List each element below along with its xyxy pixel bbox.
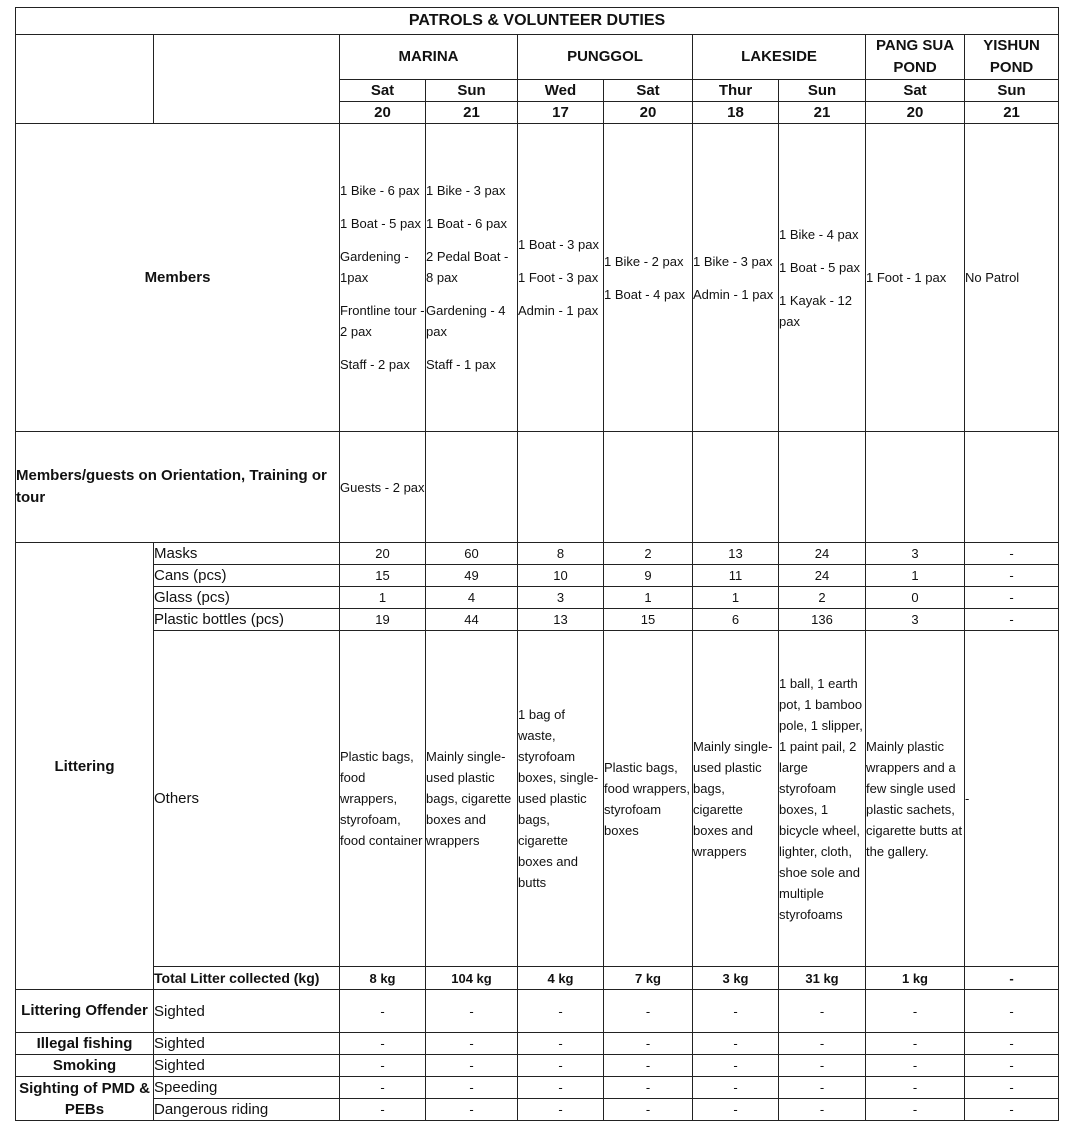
pmd-sub-label: Speeding	[154, 1077, 340, 1099]
littering-value: 3	[518, 587, 604, 609]
location-header: LAKESIDE	[693, 35, 866, 80]
line-gap	[426, 342, 517, 354]
entry-text: 1 Bike - 3 pax	[693, 253, 773, 269]
pmd-value: -	[779, 1077, 866, 1099]
corner-cell-1	[16, 35, 154, 124]
littering-value: 0	[866, 587, 965, 609]
date-header: 21	[965, 102, 1059, 124]
littering-row	[16, 609, 1059, 631]
members-cell	[340, 124, 426, 432]
entry-text: Frontline tour - 2 pax	[340, 303, 425, 339]
location-header: PANG SUA POND	[866, 35, 965, 80]
pmd-sub-label: Dangerous riding	[154, 1099, 340, 1121]
pmd-value: -	[779, 1099, 866, 1121]
pmd-value: -	[518, 1077, 604, 1099]
pmd-value: -	[693, 1099, 779, 1121]
pmd-value: -	[340, 1099, 426, 1121]
littering-value: -	[965, 543, 1059, 565]
others-row	[16, 631, 1059, 967]
orientation-label: Members/guests on Orientation, Training or tour	[16, 432, 340, 543]
line-gap	[426, 234, 517, 246]
littering-value: 15	[604, 609, 693, 631]
entry-text: 1 Bike - 6 pax	[340, 183, 420, 198]
offence-value: -	[693, 1055, 779, 1077]
pmd-value: -	[604, 1099, 693, 1121]
day-header: Sun	[426, 80, 518, 102]
littering-value: 3	[866, 609, 965, 631]
offence-value: -	[426, 1055, 518, 1077]
total-label: Total Litter collected (kg)	[154, 967, 340, 990]
patrols-table	[15, 7, 1059, 1121]
date-header: 20	[340, 102, 426, 124]
offence-value: -	[426, 1033, 518, 1055]
offence-value: -	[779, 1033, 866, 1055]
offence-value: -	[340, 1033, 426, 1055]
offence-value: -	[779, 990, 866, 1033]
offence-value: -	[965, 1055, 1059, 1077]
entry-text: 1 Kayak - 12 pax	[779, 292, 852, 329]
line-gap	[340, 288, 425, 300]
littering-item-label: Cans (pcs)	[154, 565, 340, 587]
total-value: 3 kg	[693, 967, 779, 990]
littering-row	[16, 587, 1059, 609]
members-cell	[518, 124, 604, 432]
orientation-cell	[518, 432, 604, 543]
littering-row	[16, 543, 1059, 565]
date-header: 21	[426, 102, 518, 124]
pmd-value: -	[965, 1077, 1059, 1099]
orientation-cell	[604, 432, 693, 543]
offence-value: -	[604, 1055, 693, 1077]
date-header: 21	[779, 102, 866, 124]
entry-text: Staff - 1 pax	[426, 357, 496, 372]
pmd-value: -	[965, 1099, 1059, 1121]
offence-label: Smoking	[16, 1055, 154, 1077]
line-gap	[604, 272, 692, 284]
members-cell	[604, 124, 693, 432]
littering-value: 60	[426, 543, 518, 565]
offence-value: -	[779, 1055, 866, 1077]
line-gap	[779, 278, 865, 290]
orientation-cell	[965, 432, 1059, 543]
corner-cell-2	[154, 35, 340, 124]
offence-value: -	[866, 1055, 965, 1077]
entry-text: Admin - 1 pax	[518, 303, 599, 318]
littering-value: 1	[866, 565, 965, 587]
members-cell	[779, 124, 866, 432]
others-value: 1 bag of waste, styrofoam boxes, single-used plastic bags, cigarette boxes and butts	[518, 631, 604, 967]
offence-value: -	[965, 990, 1059, 1033]
entry-text: Gardening - 4 pax	[426, 303, 506, 339]
littering-value: 136	[779, 609, 866, 631]
littering-value: 13	[518, 609, 604, 631]
total-value: -	[965, 967, 1059, 990]
location-header: MARINA	[340, 35, 518, 80]
entry-text: 1 Foot - 1 pax	[866, 270, 947, 285]
littering-label: Littering	[16, 543, 154, 990]
date-header: 17	[518, 102, 604, 124]
members-label: Members	[16, 124, 340, 432]
littering-value: 1	[604, 587, 693, 609]
littering-value: 19	[340, 609, 426, 631]
others-value: Mainly plastic wrappers and a few single used plastic sachets, cigarette butts at the gallery.	[866, 631, 965, 967]
members-cell	[426, 124, 518, 432]
offence-row	[16, 990, 1059, 1033]
offence-value: -	[518, 1055, 604, 1077]
others-value: Plastic bags, food wrappers, styrofoam, food container	[340, 631, 426, 967]
entry-text: Staff - 2 pax	[340, 357, 410, 372]
location-header: PUNGGOL	[518, 35, 693, 80]
pmd-value: -	[518, 1099, 604, 1121]
day-header: Sun	[779, 80, 866, 102]
total-value: 31 kg	[779, 967, 866, 990]
day-header: Sat	[340, 80, 426, 102]
pmd-value: -	[426, 1099, 518, 1121]
line-gap	[340, 201, 425, 213]
others-value: Mainly single-used plastic bags, cigarette boxes and wrappers	[693, 631, 779, 967]
orientation-cell	[426, 432, 518, 543]
offence-value: -	[340, 990, 426, 1033]
offence-label: Littering Offender	[16, 990, 154, 1033]
line-gap	[340, 234, 425, 246]
members-cell	[693, 124, 779, 432]
entry-text: 1 Boat - 5 pax	[779, 259, 860, 275]
littering-row	[16, 565, 1059, 587]
entry-text: 1 Boat - 3 pax	[518, 237, 599, 252]
total-value: 1 kg	[866, 967, 965, 990]
others-value: Mainly single-used plastic bags, cigarette boxes and wrappers	[426, 631, 518, 967]
littering-item-label: Plastic bottles (pcs)	[154, 609, 340, 631]
members-cell	[965, 124, 1059, 432]
littering-value: 1	[340, 587, 426, 609]
littering-item-label: Masks	[154, 543, 340, 565]
littering-value: 20	[340, 543, 426, 565]
pmd-row	[16, 1077, 1059, 1099]
orientation-row	[16, 432, 1059, 543]
littering-value: 9	[604, 565, 693, 587]
offence-sub-label: Sighted	[154, 1033, 340, 1055]
offence-value: -	[426, 990, 518, 1033]
littering-value: 24	[779, 565, 866, 587]
offence-value: -	[693, 990, 779, 1033]
line-gap	[340, 342, 425, 354]
location-header-row	[16, 35, 1059, 80]
day-header: Sat	[866, 80, 965, 102]
littering-item-label: Glass (pcs)	[154, 587, 340, 609]
entry-text: 2 Pedal Boat - 8 pax	[426, 249, 509, 285]
pmd-row	[16, 1099, 1059, 1121]
members-cell	[866, 124, 965, 432]
entry-text: 1 Bike - 3 pax	[426, 183, 506, 198]
littering-value: 15	[340, 565, 426, 587]
location-header: YISHUN POND	[965, 35, 1059, 80]
line-gap	[426, 201, 517, 213]
orientation-cell	[866, 432, 965, 543]
offence-value: -	[604, 1033, 693, 1055]
pmd-label: Sighting of PMD & PEBs	[16, 1077, 154, 1121]
day-header: Sat	[604, 80, 693, 102]
littering-value: 24	[779, 543, 866, 565]
offence-value: -	[518, 1033, 604, 1055]
entry-text: 1 Boat - 6 pax	[426, 216, 507, 231]
offence-value: -	[693, 1033, 779, 1055]
pmd-value: -	[693, 1077, 779, 1099]
offence-value: -	[965, 1033, 1059, 1055]
littering-value: 11	[693, 565, 779, 587]
total-value: 104 kg	[426, 967, 518, 990]
littering-value: 4	[426, 587, 518, 609]
line-gap	[426, 288, 517, 300]
littering-value: -	[965, 565, 1059, 587]
total-value: 8 kg	[340, 967, 426, 990]
littering-value: -	[965, 609, 1059, 631]
entry-text: 1 Foot - 3 pax	[518, 270, 599, 285]
day-header: Sun	[965, 80, 1059, 102]
orientation-cell	[693, 432, 779, 543]
offence-sub-label: Sighted	[154, 990, 340, 1033]
offence-value: -	[604, 990, 693, 1033]
entry-text: Guests - 2 pax	[340, 479, 425, 495]
entry-text: 1 Bike - 4 pax	[779, 226, 859, 242]
orientation-cell	[340, 432, 426, 543]
date-header: 20	[866, 102, 965, 124]
littering-value: 44	[426, 609, 518, 631]
line-gap	[693, 272, 778, 284]
entry-text: 1 Boat - 4 pax	[604, 286, 685, 302]
littering-value: 10	[518, 565, 604, 587]
offence-row	[16, 1033, 1059, 1055]
total-row	[16, 967, 1059, 990]
littering-value: 2	[604, 543, 693, 565]
offence-label: Illegal fishing	[16, 1033, 154, 1055]
entry-text: Admin - 1 pax	[693, 286, 774, 302]
littering-value: -	[965, 587, 1059, 609]
line-gap	[518, 255, 603, 267]
offence-sub-label: Sighted	[154, 1055, 340, 1077]
entry-text: 1 Boat - 5 pax	[340, 216, 421, 231]
line-gap	[779, 245, 865, 257]
date-header: 20	[604, 102, 693, 124]
littering-value: 3	[866, 543, 965, 565]
littering-value: 1	[693, 587, 779, 609]
entry-text: No Patrol	[965, 270, 1020, 285]
littering-value: 2	[779, 587, 866, 609]
offence-value: -	[866, 990, 965, 1033]
others-value: 1 ball, 1 earth pot, 1 bamboo pole, 1 slipper, 1 paint pail, 2 large styrofoam boxes, 1 bicycle wheel, lighter, cloth, shoe sole and multiple styrofoams	[779, 631, 866, 967]
pmd-value: -	[866, 1077, 965, 1099]
others-value: Plastic bags, food wrappers, styrofoam boxes	[604, 631, 693, 967]
littering-value: 8	[518, 543, 604, 565]
line-gap	[518, 288, 603, 300]
entry-text: Gardening - 1pax	[340, 249, 409, 285]
others-label: Others	[154, 631, 340, 967]
littering-value: 49	[426, 565, 518, 587]
littering-value: 6	[693, 609, 779, 631]
pmd-value: -	[426, 1077, 518, 1099]
members-row	[16, 124, 1059, 432]
offence-value: -	[518, 990, 604, 1033]
offence-value: -	[866, 1033, 965, 1055]
date-header: 18	[693, 102, 779, 124]
total-value: 7 kg	[604, 967, 693, 990]
day-header: Wed	[518, 80, 604, 102]
pmd-value: -	[604, 1077, 693, 1099]
day-header: Thur	[693, 80, 779, 102]
total-value: 4 kg	[518, 967, 604, 990]
entry-text: 1 Bike - 2 pax	[604, 253, 684, 269]
littering-value: 13	[693, 543, 779, 565]
others-value: -	[965, 631, 1059, 967]
table-title: PATROLS & VOLUNTEER DUTIES	[16, 8, 1059, 35]
offence-row	[16, 1055, 1059, 1077]
pmd-value: -	[866, 1099, 965, 1121]
orientation-cell	[779, 432, 866, 543]
offence-value: -	[340, 1055, 426, 1077]
pmd-value: -	[340, 1077, 426, 1099]
